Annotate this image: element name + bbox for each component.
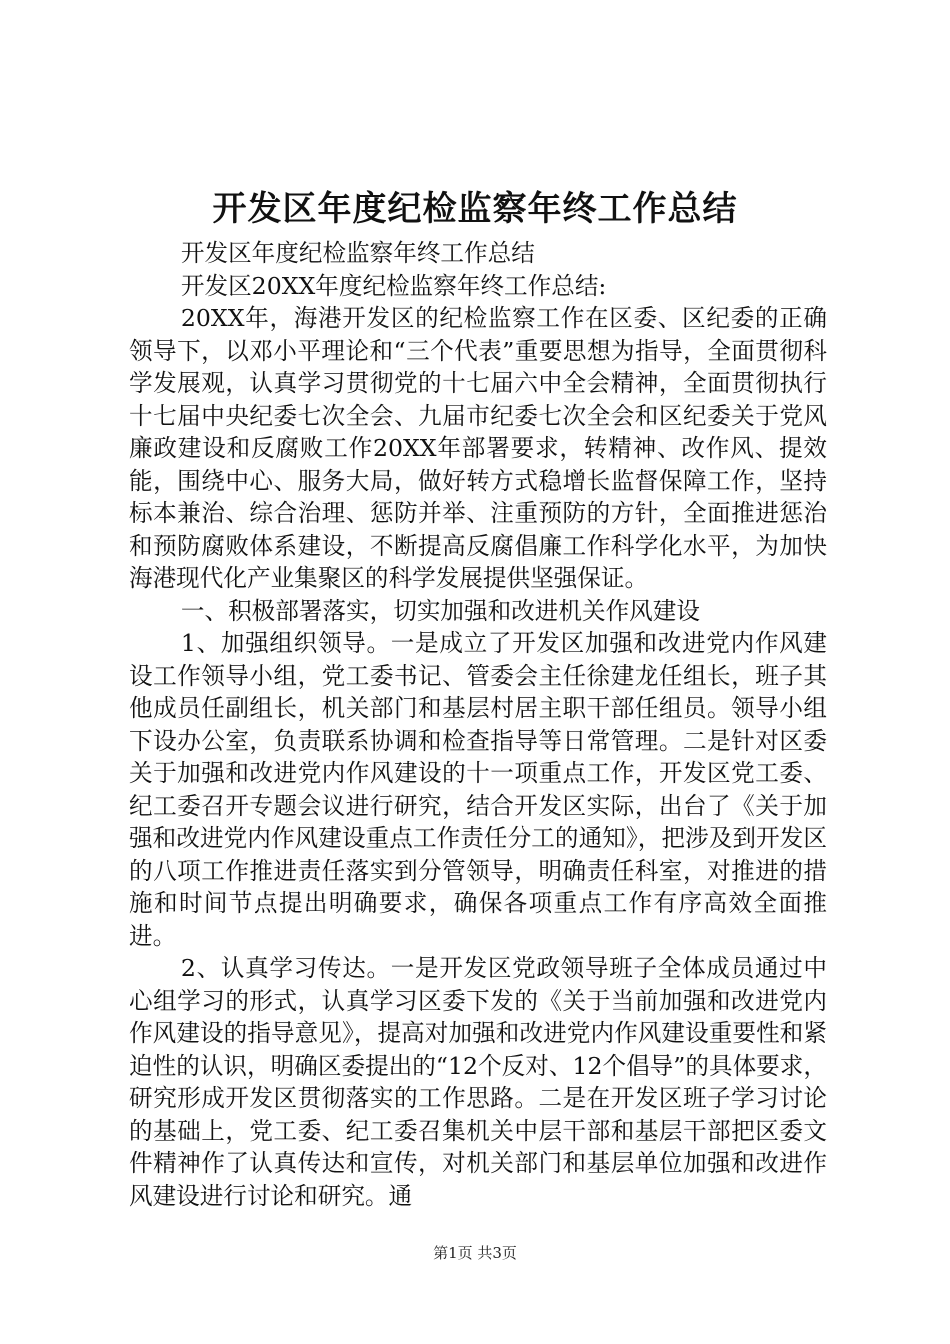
paragraph-organization: 1、加强组织领导。一是成立了开发区加强和改进党内作风建设工作领导小组，党工委书记、管委会主任徐建龙任组长，班子其他成员任副组长，机关部门和基层村居主职干部任组员。领导小组下设办公室，负责联系协调和检查指导等日常管理。二是针对区委关于加强和改进党内作风建设的十一项重点工作，开发区党工委、纪工委召开专题会议进行研究，结合开发区实际，出台了《关于加强和改进党内作风建设重点工作责任分工的通知》，把涉及到开发区的八项工作推进责任落实到分管领导，明确责任科室，对推进的措施和时间节点提出明确要求，确保各项重点工作有序高效全面推进。 (129, 629, 827, 950)
paragraph-intro: 20XX年，海港开发区的纪检监察工作在区委、区纪委的正确领导下，以邓小平理论和“三个代表”重要思想为指导，全面贯彻科学发展观，认真学习贯彻党的十七届六中全会精神，全面贯彻执行十七届中央纪委七次全会、九届市纪委七次全会和区纪委关于党风廉政建设和反腐败工作20XX年部署要求，转精神、改作风、提效能，围绕中心、服务大局，做好转方式稳增长监督保障工作，坚持标本兼治、综合治理、惩防并举、注重预防的方针，全面推进惩治和预防腐败体系建设，不断提高反腐倡廉工作科学化水平，为加快海港现代化产业集聚区的科学发展提供坚强保证。 (129, 304, 827, 592)
section-heading-1: 一、积极部署落实，切实加强和改进机关作风建设 (180, 596, 700, 625)
document-body (129, 237, 827, 1212)
document-title: 开发区年度纪检监察年终工作总结 (212, 189, 738, 229)
paragraph-heading-line: 开发区20XX年度纪检监察年终工作总结: (180, 271, 607, 300)
paragraph-subtitle: 开发区年度纪检监察年终工作总结 (180, 239, 535, 267)
paragraph-study: 2、认真学习传达。一是开发区党政领导班子全体成员通过中心组学习的形式，认真学习区委下发的《关于当前加强和改进党内作风建设的指导意见》，提高对加强和改进党内作风建设重要性和紧迫性的认识，明确区委提出的“12个反对、12个倡导”的具体要求，研究形成开发区贯彻落实的工作思路。二是在开发区班子学习讨论的基础上，党工委、纪工委召集机关中层干部和基层干部把区委文件精神作了认真传达和宣传，对机关部门和基层单位加强和改进作风建设进行讨论和研究。通 (129, 954, 827, 1210)
page-footer: 第1页 共3页 (433, 1244, 517, 1262)
